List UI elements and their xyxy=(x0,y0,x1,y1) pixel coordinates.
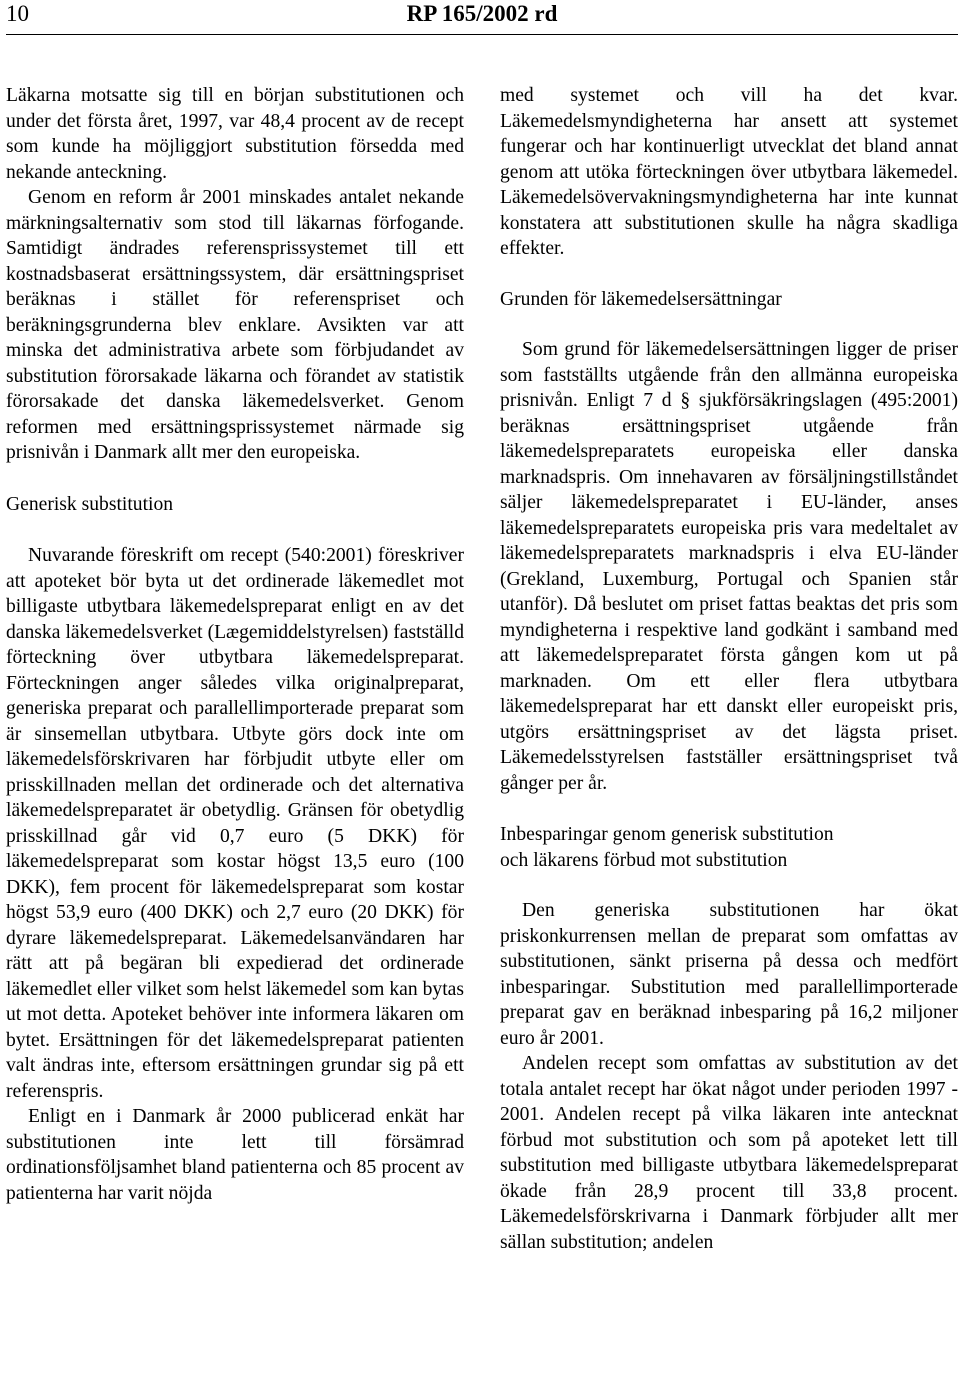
paragraph: Genom en reform år 2001 minskades antalet nekande märkningsalternativ som stod till läkarnas förfogande. Samtidigt ändrades referensprissystemet till ett kostnadsbaserat ersättningssystem, där ersättningspriset beräknas i stället för referenspriset och beräkningsgrunderna blev enklare. Avsikten var att minska det administrativa arbete som förbjudandet av substitution förorsakade läkarna och förandet av statistik förorsakade det danska läkemedelsverket. Genom reformen med ersättningsprissystemet närmade sig prisnivån i Danmark allt mer den europeiska. xyxy=(6,187,464,463)
document-id: RP 165/2002 rd xyxy=(406,1,558,26)
paragraph: Enligt en i Danmark år 2000 publicerad enkät har substitutionen inte lett till försämrad ordinationsföljsamhet bland patienterna och 85 procent av patienterna har varit nöjda xyxy=(6,1106,464,1204)
section-heading: Generisk substitution xyxy=(6,493,174,515)
page-header xyxy=(6,0,958,35)
left-column xyxy=(6,83,464,1255)
paragraph: Andelen recept som omfattas av substitution av det totala antalet recept har ökat något under perioden 1997 - 2001. Andelen recept på vilka läkaren inte antecknat förbud mot substitution och som på apoteket lett till substitution med billigaste utbytbara läkemedelspreparat ökade från 28,9 procent till 33,8 procent. Läkemedelsförskrivarna i Danmark förbjuder allt mer sällan substitution; andelen xyxy=(500,1053,958,1253)
paragraph: Läkarna motsatte sig till en början substitutionen och under det första året, 1997, var 48,4 procent av de recept som kunde ha möjliggjort substitution försedda med nekande anteckning. xyxy=(6,85,464,183)
section-heading xyxy=(500,822,958,873)
paragraph: Nuvarande föreskrift om recept (540:2001) föreskriver att apoteket bör byta ut det ordinerade läkemedlet mot billigaste utbytbara läkemedelspreparat enligt en av det danska läkemedelsverket (Lægemiddelstyrelsen) fastställd förteckning över utbytbara läkemedelspreparat. Förteckningen anger således vilka originalpreparat, generiska preparat och parallellimporterade preparat som är sinsemellan utbytbara. Utbyte görs dock inte om läkemedelsförskrivaren har förbjudit utbyte eller om prisskillnaden mellan det ordinerade och det alternativa läkemedelspreparatet är obetydlig. Gränsen för obetydlig prisskillnad går vid 0,7 euro (5 DKK) för läkemedelspreparat som kostar högst 13,5 euro (100 DKK), fem procent för läkemedelspreparat som kostar högst 53,9 euro (400 DKK) och 2,7 euro (20 DKK) för dyrare läkemedelspreparat. Läkemedelsanvändaren har rätt att på begäran bli expedierad det ordinerade läkemedlet eller vilket som helst läkemedel som kan bytas ut mot detta. Apoteket behöver inte informera läkaren om bytet. Ersättningen för det läkemedelspreparat patienten valt ändras inte, eftersom ersättningen grundar sig på ett referenspris. xyxy=(6,545,464,1102)
section-heading: Grunden för läkemedelsersättningar xyxy=(500,288,782,310)
text-columns xyxy=(6,83,958,1255)
paragraph: med systemet och vill ha det kvar. Läkemedelsmyndigheterna har ansett att systemet fungerar och har kontinuerligt utvecklat det bland annat genom att utöka förteckningen över utbytbara läkemedel. Läkemedelsövervakningsmyndigheterna har inte kunnat konstatera att substitutionen skulle ha några skadliga effekter. xyxy=(500,85,958,259)
paragraph: Den generiska substitutionen har ökat priskonkurrensen mellan de preparat som omfattas av substitutionen, sänkt priserna på dessa och medfört inbesparingar. Substitution med parallellimporterade preparat gav en beräknad inbesparing på 16,2 miljoner euro år 2001. xyxy=(500,900,958,1049)
right-column xyxy=(500,83,958,1255)
paragraph: Som grund för läkemedelsersättningen ligger de priser som fastställts utgående från den allmänna europeiska prisnivån. Enligt 7 d § sjukförsäkringslagen (495:2001) beräknas ersättningspriset utgående från läkemedelspreparatets europeiska eller danska marknadspris. Om innehavaren av försäljningstillståndet säljer läkemedelspreparatet i EU-länder, anses läkemedelspreparatets europeiska pris vara medeltalet av läkemedelspreparatets marknadspris i elva EU-länder (Grekland, Luxemburg, Portugal och Spanien står utanför). Då beslutet om priset fattas beaktas det pris som myndigheterna i respektive land godkänt i samband med att läkemedelspreparatet första gången kom ut på marknaden. Om ett eller flera utbytbara läkemedelspreparat har ett danskt eller europeiskt pris, utgörs ersättningspriset av det lägsta priset. Läkemedelsstyrelsen fastställer ersättningspriset två gånger per år. xyxy=(500,339,958,794)
section-heading-line: och läkarens förbud mot substitution xyxy=(500,849,788,871)
page-number: 10 xyxy=(6,1,29,26)
section-heading-line: Inbesparingar genom generisk substitution xyxy=(500,824,834,845)
